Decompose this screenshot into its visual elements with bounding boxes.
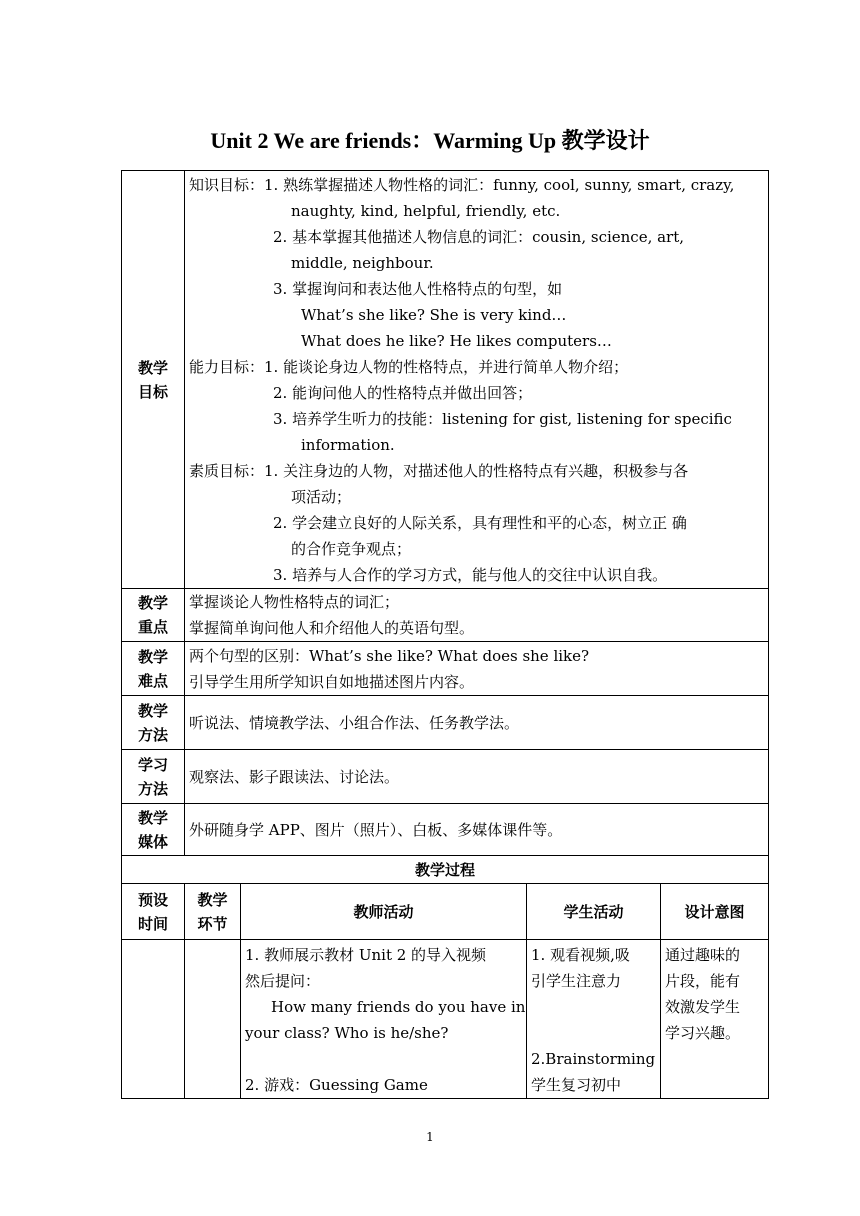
media-label: 教学 媒体 (122, 804, 185, 856)
teacher-spacer (245, 1046, 526, 1072)
knowledge-item: 1. 熟练掌握描述人物性格的词汇：funny, cool, sunny, smart, crazy, (264, 175, 735, 194)
stage-cell (185, 940, 241, 1099)
key-points-content (185, 589, 769, 642)
process-header: 教学过程 (122, 856, 769, 884)
knowledge-item: What does he like? He likes computers… (301, 331, 612, 350)
col-intent: 设计意图 (661, 884, 769, 940)
intent-line: 学习兴趣。 (665, 1024, 741, 1042)
student-line: 2.Brainstorming (531, 1050, 656, 1068)
study-content: 观察法、影子跟读法、讨论法。 (185, 750, 769, 804)
student-cell (527, 940, 661, 1099)
time-cell (122, 940, 185, 1099)
study-row (122, 750, 769, 804)
media-content: 外研随身学 APP、图片（照片）、白板、多媒体课件等。 (185, 804, 769, 856)
intent-cell (661, 940, 769, 1099)
col-stage: 教学 环节 (185, 884, 241, 940)
teacher-line: 2. 游戏：Guessing Game (245, 1076, 428, 1094)
methods-row (122, 696, 769, 750)
quality-head: 素质目标： (189, 461, 265, 480)
knowledge-item: 3. 掌握询问和表达他人性格特点的句型，如 (273, 279, 563, 298)
col-student: 学生活动 (527, 884, 661, 940)
quality-item: 的合作竞争观点； (291, 539, 412, 558)
lesson-plan-table (121, 170, 769, 1099)
knowledge-head: 知识目标： (189, 175, 265, 194)
intent-line: 效激发学生 (665, 998, 741, 1016)
difficulties-row (122, 642, 769, 696)
ability-item: information. (301, 435, 395, 454)
study-label: 学习 方法 (122, 750, 185, 804)
ability-item: 1. 能谈论身边人物的性格特点，并进行简单人物介绍； (264, 357, 629, 376)
knowledge-item: 2. 基本掌握其他描述人物信息的词汇：cousin, science, art, (273, 227, 685, 246)
ability-item: 2. 能询问他人的性格特点并做出回答； (273, 383, 533, 402)
student-line: 1. 观看视频,吸 (531, 946, 630, 964)
teacher-line: 1. 教师展示教材 Unit 2 的导入视频 (245, 946, 487, 964)
key-point-line: 掌握简单询问他人和介绍他人的英语句型。 (189, 619, 475, 637)
objectives-label: 教学 目标 (122, 171, 185, 589)
page-title: Unit 2 We are friends：Warming Up 教学设计 (210, 128, 650, 153)
intent-line: 通过趣味的 (665, 946, 741, 964)
quality-item: 项活动； (291, 487, 352, 506)
teacher-line: your class? Who is he/she? (245, 1024, 449, 1042)
objectives-row (122, 171, 769, 589)
knowledge-item: middle, neighbour. (291, 253, 434, 272)
process-row (122, 940, 769, 1099)
intent-line: 片段，能有 (665, 972, 741, 990)
knowledge-item: What’s she like? She is very kind… (301, 305, 567, 324)
col-time: 预设 时间 (122, 884, 185, 940)
media-row (122, 804, 769, 856)
key-point-line: 掌握谈论人物性格特点的词汇； (189, 593, 400, 611)
quality-item: 3. 培养与人合作的学习方式，能与他人的交往中认识自我。 (273, 565, 668, 584)
ability-item: 3. 培养学生听力的技能：listening for gist, listening for specific (273, 409, 732, 428)
objectives-content (185, 171, 769, 589)
difficulty-line: 两个句型的区别：What’s she like? What does she like? (189, 646, 590, 665)
difficulty-line: 引导学生用所学知识自如地描述图片内容。 (189, 672, 475, 691)
methods-label: 教学 方法 (122, 696, 185, 750)
teacher-cell (241, 940, 527, 1099)
difficulties-label: 教学 难点 (122, 642, 185, 696)
col-teacher: 教师活动 (241, 884, 527, 940)
difficulties-content (185, 642, 769, 696)
methods-content: 听说法、情境教学法、小组合作法、任务教学法。 (185, 696, 769, 750)
page-number: 1 (426, 1130, 434, 1144)
key-points-row (122, 589, 769, 642)
key-points-label: 教学 重点 (122, 589, 185, 642)
student-spacer (531, 994, 660, 1046)
process-header-row (122, 856, 769, 884)
knowledge-item: naughty, kind, helpful, friendly, etc. (291, 201, 561, 220)
student-line: 引学生注意力 (531, 972, 622, 990)
teacher-line: How many friends do you have in (271, 998, 526, 1016)
ability-head: 能力目标： (189, 357, 265, 376)
student-line: 学生复习初中 (531, 1076, 622, 1094)
teacher-line: 然后提问： (245, 972, 321, 990)
quality-item: 2. 学会建立良好的人际关系，具有理性和平的心态，树立正 确 (273, 513, 687, 532)
quality-item: 1. 关注身边的人物，对描述他人的性格特点有兴趣，积极参与各 (264, 461, 689, 480)
process-columns-row (122, 884, 769, 940)
